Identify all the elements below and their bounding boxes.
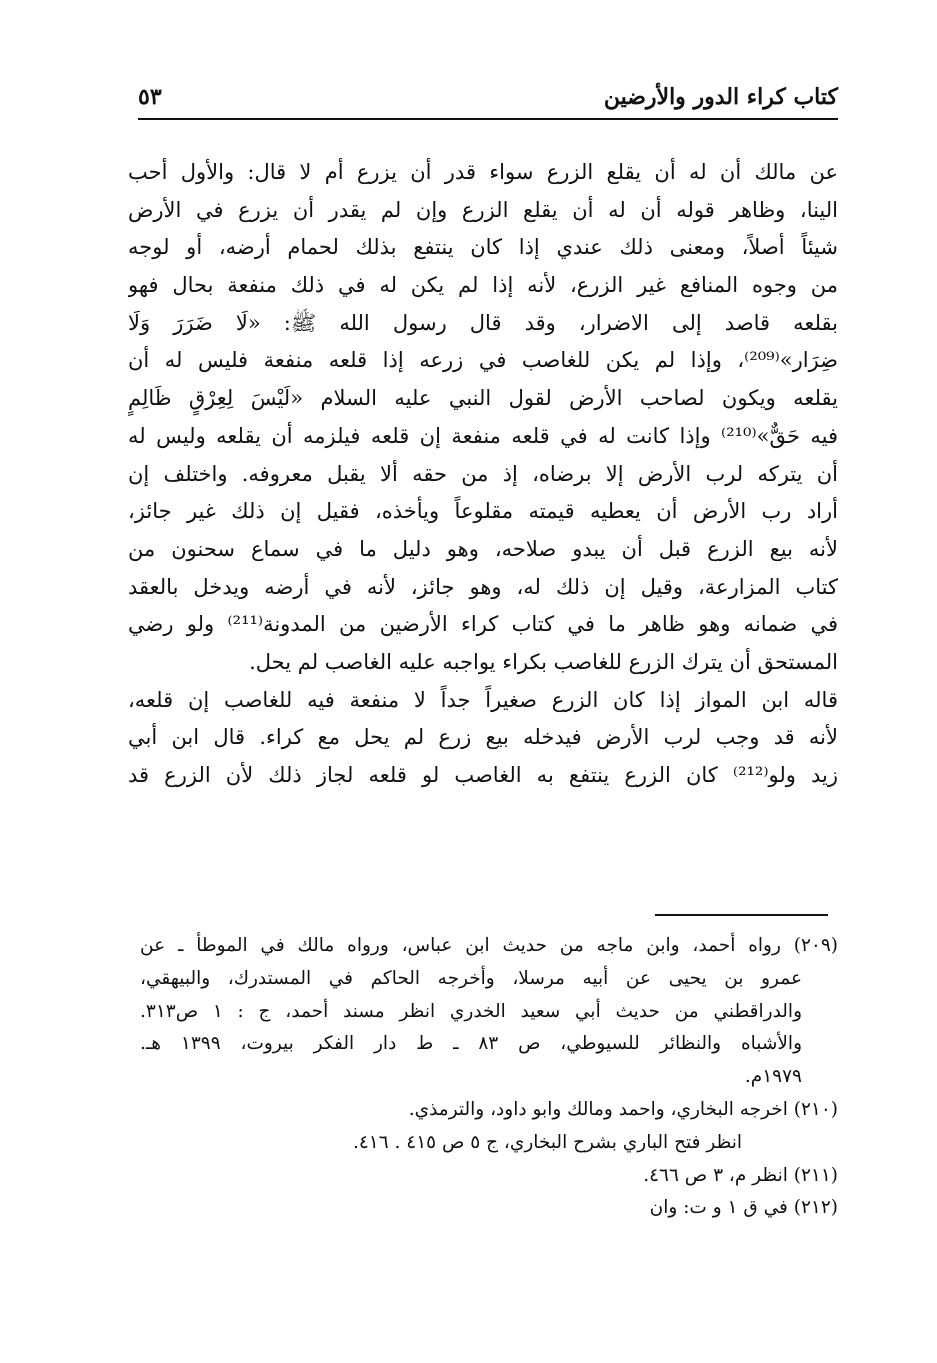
text-line: ضِرَار»⁽²⁰⁹⁾، وإذا لم يكن للغاصب في زرعه إذا قلعه منفعة فليس له أن (128, 348, 838, 373)
footnote-line: ١٩٧٩م. (744, 1066, 802, 1088)
text-line: لأنه قد وجب لرب الأرض فيدخله بيع زرع لم يحل مع كراء. قال ابن أبي (128, 725, 838, 750)
page-number: ٥٣ (138, 84, 162, 110)
footnote-line: (٢١٢) في ق ١ و ت: وان (649, 1197, 838, 1219)
footnote-line: والأشباه والنظائر للسيوطي، ص ٨٣ ـ ط دار الفكر بيروت، ١٣٩٩ هـ. (140, 1033, 802, 1055)
text-line: يقلعه ويكون لصاحب الأرض لقول النبي عليه السلام «لَيْسَ لِعِرْقٍ ظَالِمٍ (128, 386, 838, 411)
footnote-line: انظر فتح الباري بشرح البخاري، ج ٥ ص ٤١٥ . ٤١٦. (352, 1131, 742, 1153)
text-line: فيه حَقٌّ»⁽²¹⁰⁾ وإذا كانت له في قلعه منفعة إن قلعه فيلزمه أن يقلعه وليس له (128, 423, 838, 448)
text-line: عن مالك أن له أن يقلع الزرع سواء قدر أن يزرع أم لا قال: والأول أحب (128, 160, 838, 184)
footnote-line: (٢١١) انظر م، ٣ ص ٤٦٦. (643, 1164, 838, 1186)
text-line: المستحق أن يترك الزرع للغاصب بكراء يواجبه عليه الغاصب لم يحل. (249, 649, 838, 674)
text-line: أراد رب الأرض أن يعطيه قيمته مقلوعاً ويأخذه، فقيل إن ذلك غير جائز، (128, 499, 838, 524)
text-line: أن يتركه لرب الأرض إلا برضاه، إذ من حقه ألا يقبل معروفه. واختلف إن (128, 461, 838, 486)
footnote-line: عمرو بن يحيى عن أبيه مرسلا، وأخرجه الحاكم في المستدرك، والبيهقي، (140, 967, 802, 989)
header-rule (138, 118, 838, 120)
footnote-line: والدراقطني من حديث أبي سعيد الخدري انظر مسند أحمد، ج : ١ ص٣١٣. (140, 1000, 802, 1022)
footnote-line: (٢٠٩) رواه أحمد، وابن ماجه من حديث ابن عباس، ورواه مالك في الموطأ ـ عن (140, 935, 838, 956)
text-line: لأنه بيع الزرع قبل أن يبدو صلاحه، وهو دليل ما في سماع سحنون من (128, 536, 838, 561)
page-header (138, 82, 838, 116)
text-line: شيئاً أصلاً، ومعنى ذلك عندي إذا كان ينتفع بذلك لحمام أرضه، أو لوجه (128, 235, 838, 260)
text-line: في ضمانه وهو ظاهر ما في كتاب كراء الأرضين من المدونة⁽²¹¹⁾ ولو رضي (128, 612, 838, 637)
footnote-separator (655, 914, 828, 916)
text-line: زيد ولو⁽²¹²⁾ كان الزرع ينتفع به الغاصب لو قلعه لجاز ذلك لأن الزرع قد (128, 763, 838, 787)
text-line: من وجوه المنافع غير الزرع، لأنه إذا لم يكن له في ذلك منفعة بحال فهو (128, 273, 838, 298)
text-line: بقلعه قاصد إلى الاضرار، وقد قال رسول الله ﷺ: «لَا ضَرَرَ وَلَا (128, 310, 838, 335)
footnote-line: (٢١٠) اخرجه البخاري، واحمد ومالك وابو داود، والترمذي. (408, 1098, 838, 1120)
running-title: كتاب كراء الدور والأرضين (603, 84, 838, 110)
footnotes (140, 930, 838, 1225)
text-line: قاله ابن المواز إذا كان الزرع صغيراً جداً لا منفعة فيه للغاصب إن قلعه، (128, 687, 838, 712)
main-text (128, 154, 838, 795)
text-line: كتاب المزارعة، وقيل إن ذلك له، وهو جائز، لأنه في أرضه ويدخل بالعقد (128, 574, 838, 599)
text-line: الينا، وظاهر قوله أن له أن يقلع الزرع وإن لم يقدر أن يزرع في الأرض (128, 197, 838, 222)
